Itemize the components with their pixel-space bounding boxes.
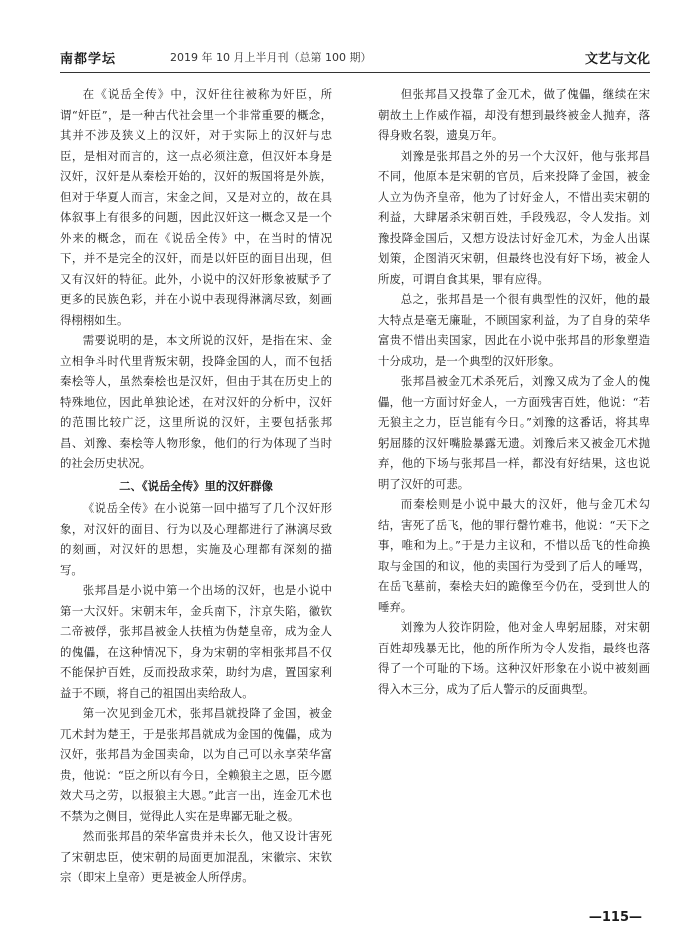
page-number: —115—	[588, 910, 642, 925]
paragraph: 需要说明的是，本文所说的汉奸，是指在宋、金立相争斗时代里背叛宋朝，投降金国的人，而不包括秦桧等人，虽然秦桧也是汉奸，但由于其在历史上的特殊地位，因此单独论述，在对汉奸的分析中，汉奸的范围比较广泛，这里所说的汉奸，主要包括张邦昌、刘豫、秦桧等人物形象，他们的行为体现了当时的社会历史状况。	[60, 333, 332, 470]
right-text-column	[378, 84, 650, 914]
section-heading: 二、《说岳全传》里的汉奸群像	[119, 478, 273, 493]
paragraph: 第一次见到金兀术，张邦昌就投降了金国，被金兀术封为楚王，于是张邦昌就成为金国的傀儡，成为汉奸，张邦昌为金国卖命，以为自己可以永享荣华富贵，他说：“臣之所以有今日，全赖狼主之恩，臣今愿效犬马之劳，以报狼主大恩。”此言一出，连金兀术也不禁为之侧目，觉得此人实在是卑鄙无耻之极。	[60, 706, 332, 823]
paragraph: 刘豫是张邦昌之外的另一个大汉奸，他与张邦昌不同，他原本是宋朝的官员，后来投降了金国，被金人立为伪齐皇帝，他为了讨好金人，不惜出卖宋朝的利益，大肆屠杀宋朝百姓，手段残忍，令人发指。刘豫投降金国后，又想方设法讨好金兀术，为金人出谋划策，企图消灭宋朝，但最终也没有好下场，被金人所废，可谓自食其果，罪有应得。	[378, 148, 650, 286]
paragraph: 但张邦昌又投靠了金兀术，做了傀儡，继续在宋朝故土上作威作福，却没有想到最终被金人抛弃，落得身败名裂，遗臭万年。	[378, 87, 650, 142]
paragraph: 在《说岳全传》中，汉奸往往被称为奸臣，所谓“奸臣”，是一种古代社会里一个非常重要的概念，其并不涉及狭义上的汉奸，对于实际上的汉奸与忠臣，是相对而言的，这一点必须注意，但汉奸本身是汉奸，汉奸是从秦桧开始的，汉奸的叛国将是外族，但对于华夏人而言，宋金之间，又是对立的，故在具体叙事上有很多的问题，因此汉奸这一概念又是一个外来的概念，而在《说岳全传》中，在当时的情况下，并不是完全的汉奸，而是以奸臣的面目出现，但又有汉奸的特征。此外，小说中的汉奸形象被赋予了更多的民族色彩，并在小说中表现得淋漓尽致，刻画得栩栩如生。	[60, 87, 332, 327]
issue-info: 2019 年 10 月上半月刊（总第 100 期）	[170, 51, 372, 64]
paragraph: 然而张邦昌的荣华富贵并未长久，他又设计害死了宋朝忠臣，使宋朝的局面更加混乱，宋徽宗、宋钦宗（即宋上皇帝）更是被金人所俘虏。	[60, 829, 332, 884]
section-title: 文艺与文化	[584, 52, 650, 67]
paragraph: 刘豫为人狡诈阴险，他对金人卑躬屈膝，对宋朝百姓却残暴无比，他的所作所为令人发指，最终也落得了一个可耻的下场。这种汉奸形象在小说中被刻画得入木三分，成为了后人警示的反面典型。	[378, 620, 650, 696]
left-text-column	[60, 84, 332, 914]
paragraph: 总之，张邦昌是一个很有典型性的汉奸，他的最大特点是毫无廉耻，不顾国家利益，为了自身的荣华富贵不惜出卖国家，因此在小说中张邦昌的形象塑造十分成功，是一个典型的汉奸形象。	[378, 292, 650, 368]
paragraph: 张邦昌被金兀术杀死后，刘豫又成为了金人的傀儡，他一方面讨好金人，一方面残害百姓，他说：“若无狼主之力，臣岂能有今日。”刘豫的这番话，将其卑躬屈膝的汉奸嘴脸暴露无遗。刘豫后来又被金兀术抛弃，他的下场与张邦昌一样，都没有好结果，这也说明了汉奸的可悲。	[378, 374, 650, 491]
paragraph: 张邦昌是小说中第一个出场的汉奸，也是小说中第一大汉奸。宋朝末年，金兵南下，汴京失陷，徽钦二帝被俘，张邦昌被金人扶植为伪楚皇帝，成为金人的傀儡，在这种情况下，身为宋朝的宰相张邦昌不仅不能保护百姓，反而投敌求荣，助纣为虐，置国家利益于不顾，将自己的祖国出卖给敌人。	[60, 583, 332, 700]
paragraph: 《说岳全传》在小说第一回中描写了几个汉奸形象，对汉奸的面目、行为以及心理都进行了淋漓尽致的刻画，对汉奸的思想，实施及心理都有深刻的描写。	[60, 501, 332, 577]
journal-title: 南都学坛	[60, 51, 117, 66]
running-header	[60, 44, 650, 73]
paragraph: 而秦桧则是小说中最大的汉奸，他与金兀术勾结，害死了岳飞，他的罪行罄竹难书，他说：“天下之事，唯和为上。”于是力主议和，不惜以岳飞的性命换取与金国的和议，他的卖国行为受到了后人的唾骂，在岳飞墓前，秦桧夫妇的跪像至今仍在，受到世人的唾弃。	[378, 497, 650, 614]
